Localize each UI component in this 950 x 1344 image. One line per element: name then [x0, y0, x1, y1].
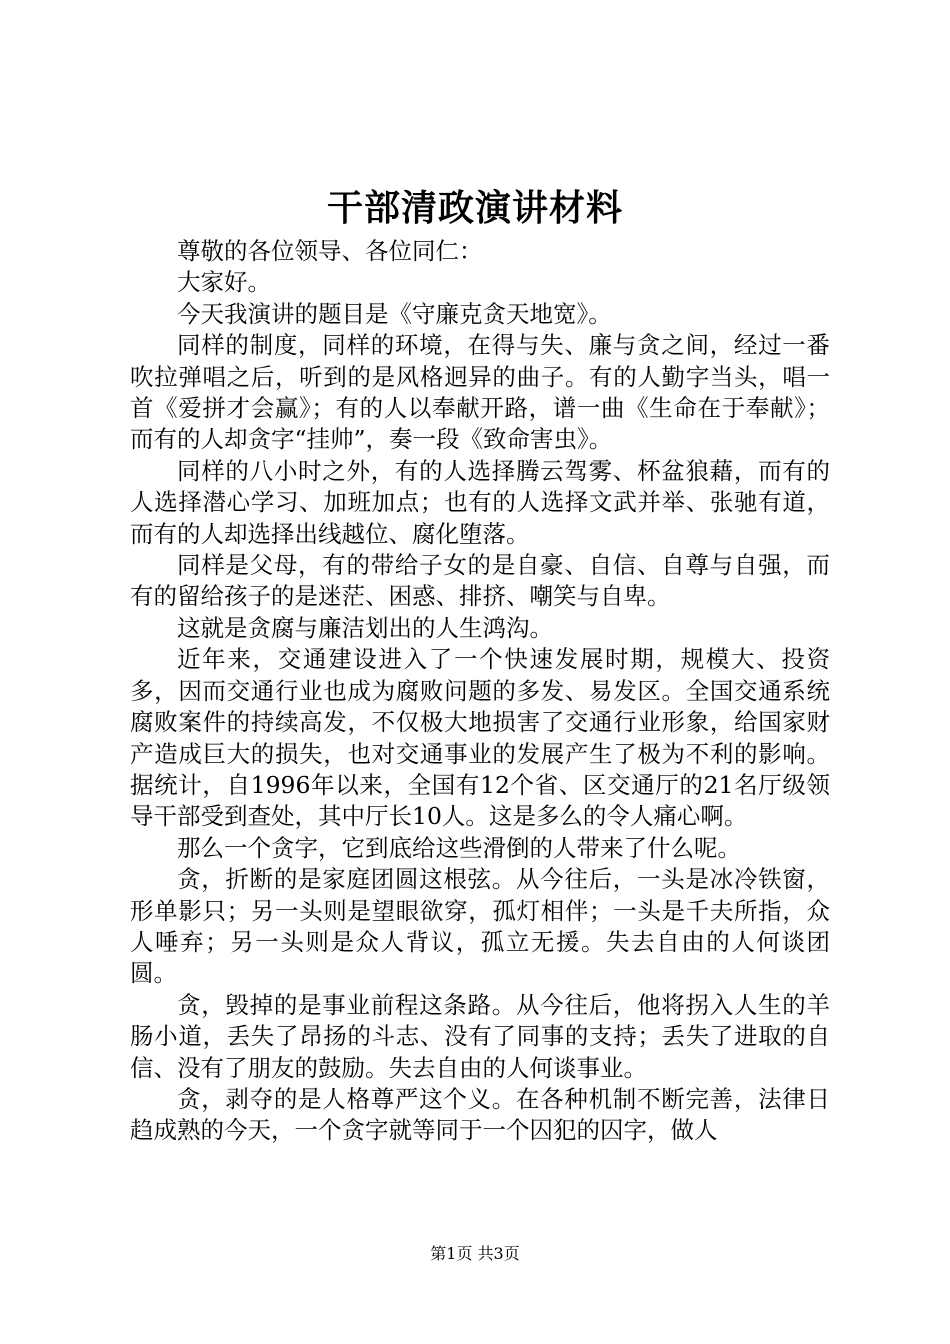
paragraph: 那么一个贪字，它到底给这些滑倒的人带来了什么呢。	[177, 833, 741, 862]
paragraph: 同样的八小时之外，有的人选择腾云驾雾、杯盆狼藉，而有的人选择潜心学习、加班加点；也有的人选择文武并举、张驰有道，而有的人却选择出线越位、腐化堕落。	[130, 456, 830, 548]
document-title: 干部清政演讲材料	[326, 187, 623, 229]
document-body	[130, 236, 830, 1147]
paragraph: 今天我演讲的题目是《守廉克贪天地宽》。	[177, 299, 612, 328]
paragraph: 同样的制度，同样的环境，在得与失、廉与贪之间，经过一番吹拉弹唱之后，听到的是风格迥异的曲子。有的人勤字当头，唱一首《爱拼才会赢》；有的人以奉献开路，谱一曲《生命在于奉献》；而有的人却贪字“挂帅”，奏一段《致命害虫》。	[130, 331, 830, 454]
paragraph: 贪，毁掉的是事业前程这条路。从今往后，他将拐入人生的羊肠小道，丢失了昂扬的斗志、没有了同事的支持；丢失了进取的自信、没有了朋友的鼓励。失去自由的人何谈事业。	[130, 990, 830, 1082]
paragraph: 贪，折断的是家庭团圆这根弦。从今往后，一头是冰冷铁窗，形单影只；另一头则是望眼欲穿，孤灯相伴；一头是千夫所指，众人唾弃；另一头则是众人背议，孤立无援。失去自由的人何谈团圆。	[130, 865, 830, 988]
page-number-footer: 第1页 共3页	[430, 1244, 520, 1263]
paragraph: 贪，剥夺的是人格尊严这个义。在各种机制不断完善，法律日趋成熟的今天，一个贪字就等同于一个囚犯的囚字，做人	[130, 1084, 830, 1145]
paragraph: 大家好。	[177, 268, 271, 297]
paragraph: 这就是贪腐与廉洁划出的人生鸿沟。	[177, 613, 553, 642]
paragraph: 同样是父母，有的带给子女的是自豪、自信、自尊与自强，而有的留给孩子的是迷茫、困惑、排挤、嘲笑与自卑。	[130, 551, 830, 611]
paragraph: 近年来，交通建设进入了一个快速发展时期，规模大、投资多，因而交通行业也成为腐败问题的多发、易发区。全国交通系统腐败案件的持续高发，不仅极大地损害了交通行业形象，给国家财产造成巨大的损失，也对交通事业的发展产生了极为不利的影响。据统计，自1996年以来，全国有12个省、区交通厅的21名厅级领导干部受到查处，其中厅长10人。这是多么的令人痛心啊。	[130, 645, 830, 831]
paragraph: 尊敬的各位领导、各位同仁：	[177, 237, 483, 265]
